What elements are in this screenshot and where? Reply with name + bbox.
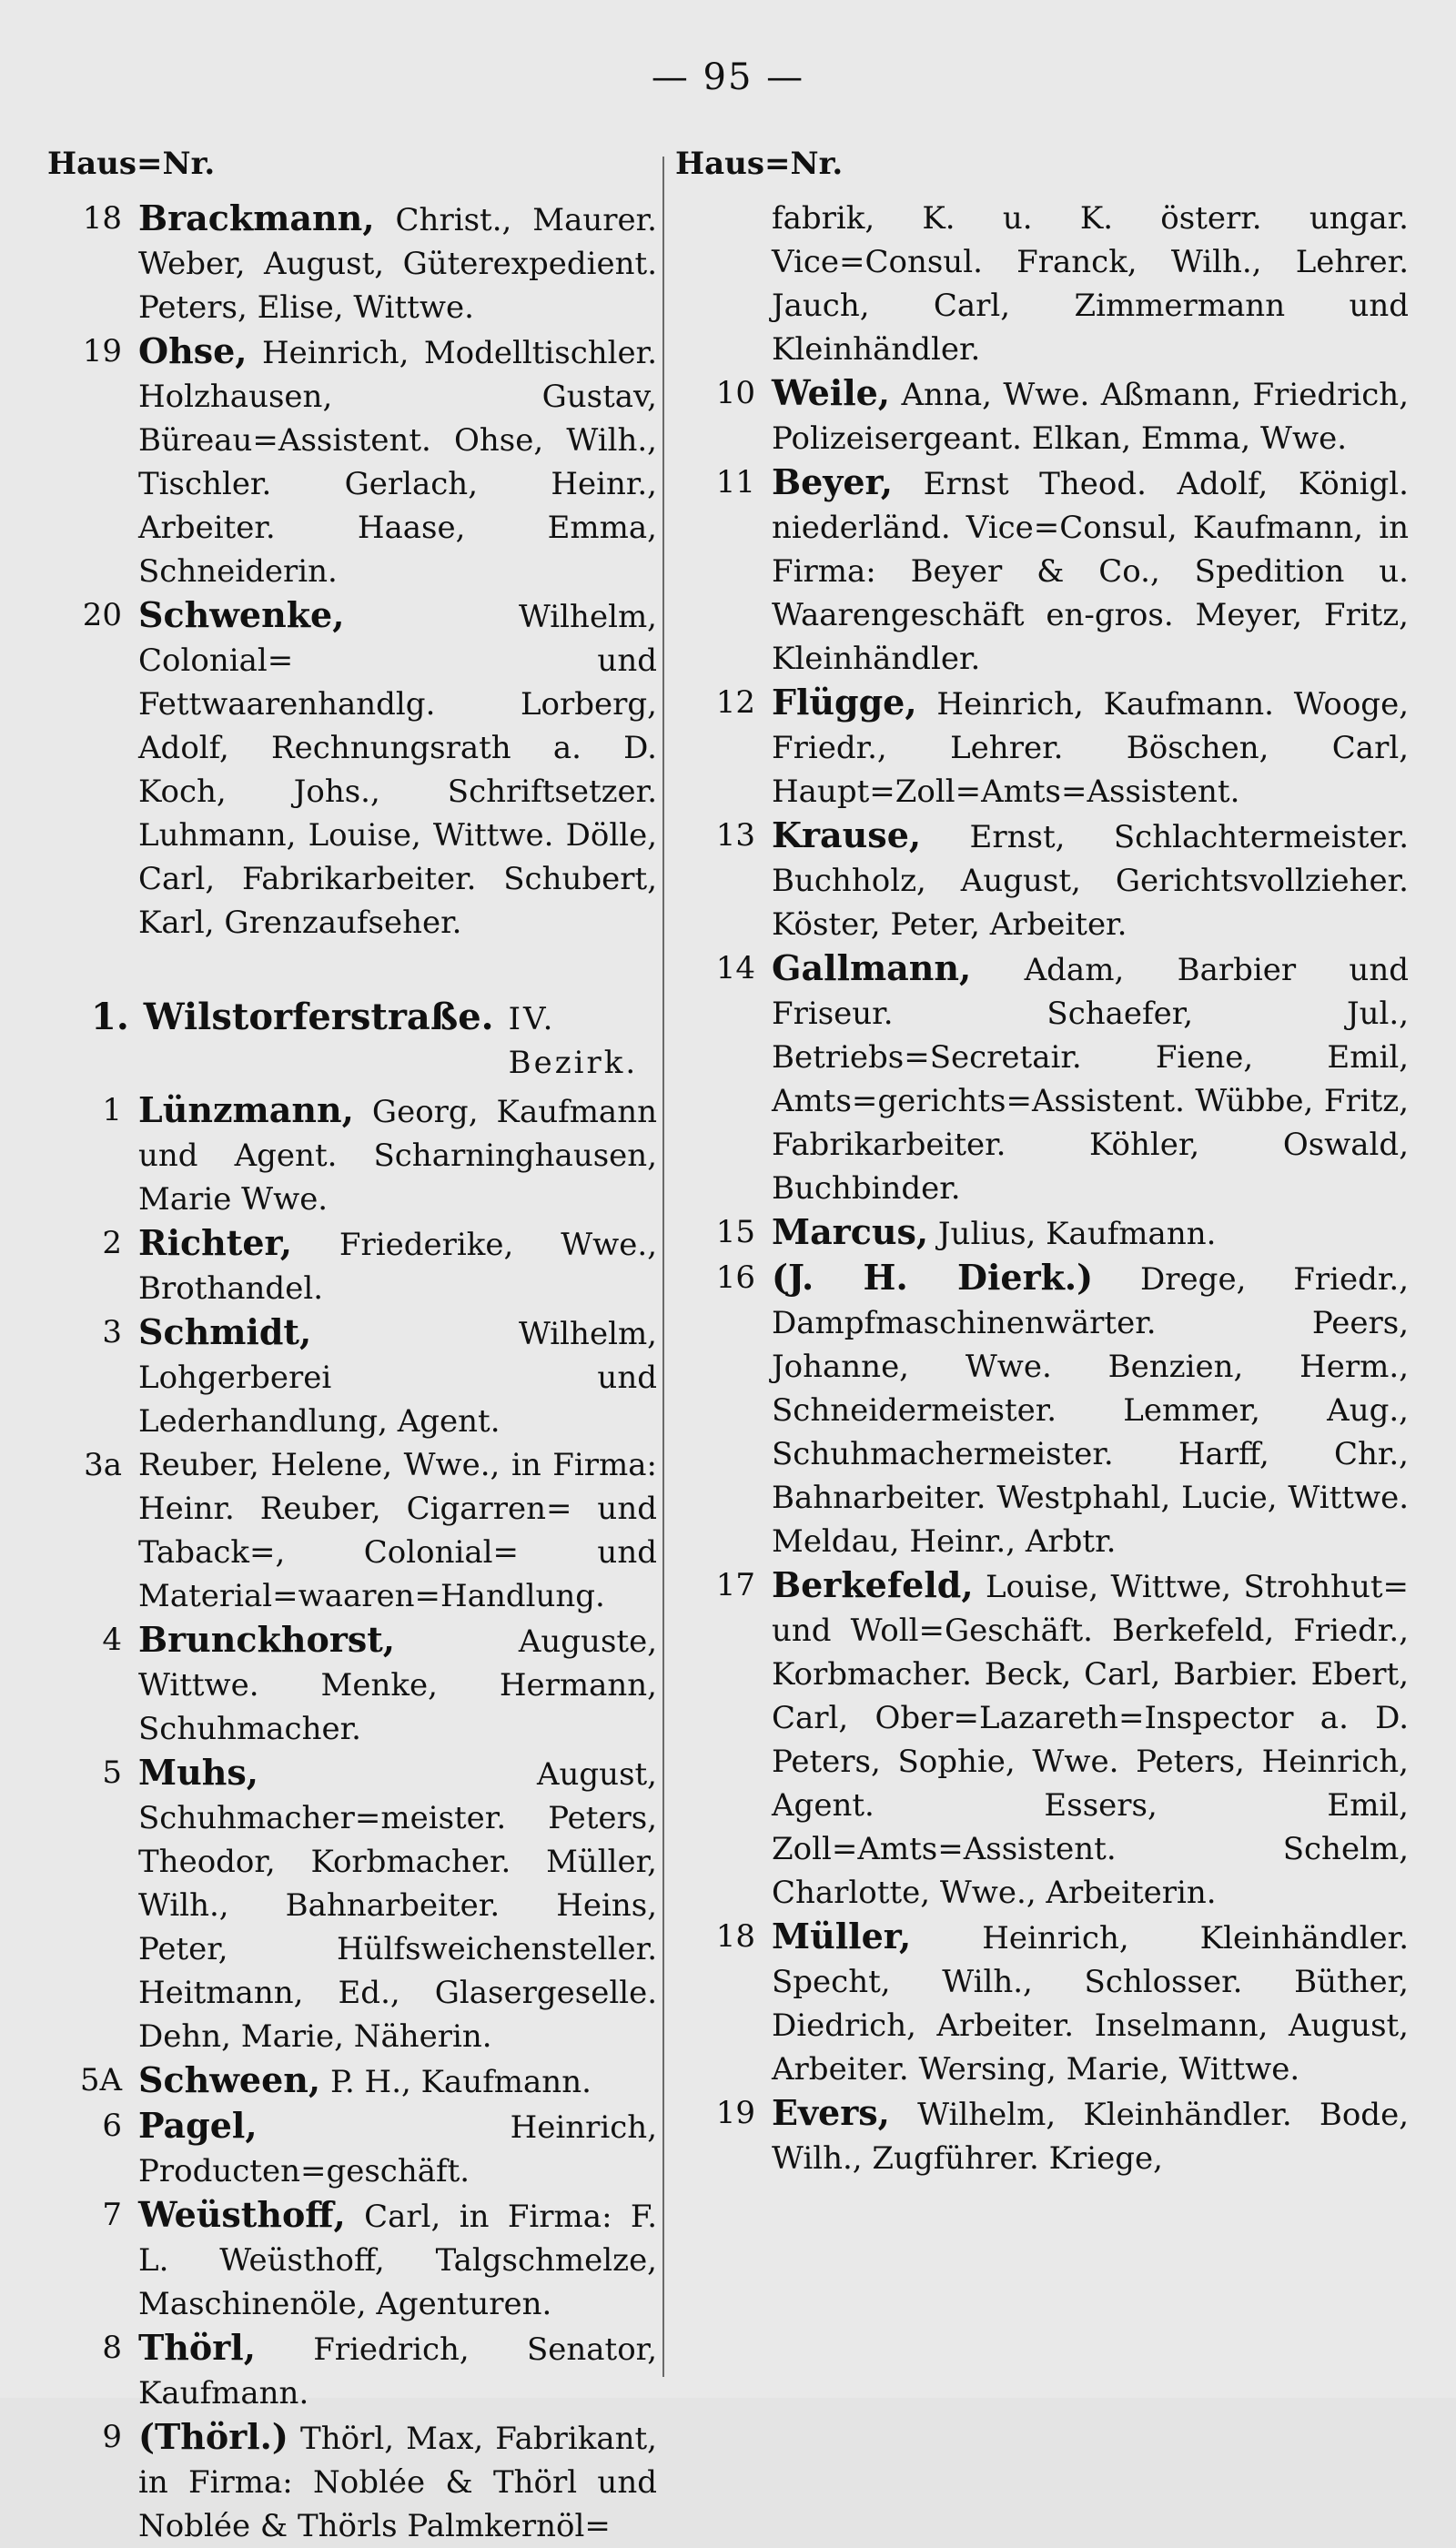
house-number: 12: [715, 684, 755, 721]
directory-entry: [47, 329, 657, 593]
directory-entry: [675, 2091, 1409, 2180]
house-number: 6: [102, 2108, 122, 2144]
resident-name: Müller,: [772, 1916, 912, 1956]
resident-name: Thörl,: [138, 2327, 256, 2368]
entry-text: [772, 946, 1409, 1210]
entry-details: Heinrich, Producten=geschäft.: [138, 2109, 657, 2189]
resident-name: Weüsthoff,: [138, 2194, 346, 2235]
entry-text: [772, 371, 1409, 460]
resident-name: Flügge,: [772, 682, 917, 723]
entry-details: P. H., Kaufmann.: [329, 2064, 592, 2100]
entry-details: Ernst, Schlachtermeister. Buchholz, August, Gerichtsvollzieher. Köster, Peter, Arbeiter.: [772, 819, 1410, 943]
street-name: Wilstorferstraße.: [143, 996, 494, 1038]
directory-entry: [675, 197, 1409, 371]
directory-entry: [675, 814, 1409, 946]
street-heading: [47, 996, 657, 1085]
resident-name: Brackmann,: [138, 197, 375, 238]
directory-entry: [47, 593, 657, 945]
house-number: 1: [102, 1092, 122, 1128]
entry-details: Auguste, Wittwe. Menke, Hermann, Schuhmacher.: [138, 1623, 657, 1747]
entry-details: Wilhelm, Colonial= und Fettwaarenhandlg. Lorberg, Adolf, Rechnungsrath a. D. Koch, Johs., Schriftsetzer. Luhmann, Louise, Wittwe. Dölle, Carl, Fabrikarbeiter. Schubert, Karl, Grenzaufseher.: [138, 599, 657, 941]
right-column: [675, 197, 1409, 2180]
left-column: [47, 197, 657, 2548]
page-number: — 95 —: [651, 56, 805, 98]
directory-entry: [675, 1210, 1409, 1256]
house-number: 9: [102, 2419, 122, 2455]
entry-text: [772, 681, 1409, 814]
column-divider: [662, 157, 664, 2377]
directory-entry: [675, 371, 1409, 460]
house-number: 5A: [79, 2062, 122, 2098]
house-number: 3: [102, 1314, 122, 1350]
house-number: 19: [82, 333, 122, 369]
entry-details: Ernst Theod. Adolf, Königl. niederländ. Vice=Consul, Kaufmann, in Firma: Beyer & Co., Spedition u. Waarengeschäft en-gros. Meyer, Fritz, Kleinhändler.: [772, 466, 1409, 677]
left-column-header: Haus=Nr.: [47, 146, 216, 182]
house-number: 18: [715, 1918, 755, 1955]
resident-name: Schwenke,: [138, 594, 345, 635]
entry-text: [138, 2104, 657, 2193]
house-number: 2: [102, 1225, 122, 1261]
directory-entry: [675, 1915, 1409, 2091]
resident-name: Richter,: [138, 1222, 292, 1263]
resident-name: Schmidt,: [138, 1311, 312, 1352]
resident-name: Pagel,: [138, 2105, 258, 2146]
entry-text: [138, 1618, 657, 1751]
directory-entry: [47, 2326, 657, 2415]
entry-details: Reuber, Helene, Wwe., in Firma: Heinr. Reuber, Cigarren= und Taback=, Colonial= und Material=waaren=Handlung.: [138, 1447, 657, 1614]
directory-entry: [675, 1256, 1409, 1563]
entry-details: fabrik, K. u. K. österr. ungar. Vice=Consul. Franck, Wilh., Lehrer. Jauch, Carl, Zimmermann und Kleinhändler.: [772, 200, 1409, 368]
house-number: 8: [102, 2330, 122, 2366]
entry-text: [772, 1210, 1409, 1256]
resident-name: Weile,: [772, 372, 891, 413]
entry-text: [138, 2058, 657, 2104]
directory-entry: [47, 1443, 657, 1618]
resident-name: Schween,: [138, 2059, 321, 2100]
entry-details: Wilhelm, Lohgerberei und Lederhandlung, Agent.: [138, 1316, 657, 1440]
house-number: 7: [102, 2197, 122, 2233]
entry-text: [772, 1256, 1409, 1563]
resident-name: Evers,: [772, 2092, 890, 2133]
entry-text: [772, 197, 1409, 371]
right-column-header: Haus=Nr.: [675, 146, 844, 182]
directory-entry: [47, 2104, 657, 2193]
resident-name: Brunckhorst,: [138, 1619, 396, 1660]
entry-text: [772, 460, 1409, 681]
entry-text: [138, 1751, 657, 2058]
house-number: 4: [102, 1622, 122, 1658]
directory-entry: [47, 1088, 657, 1221]
house-number: 18: [82, 200, 122, 237]
directory-entry: [47, 1618, 657, 1751]
house-number: 11: [715, 464, 755, 500]
directory-entry: [47, 2193, 657, 2326]
resident-name: Gallmann,: [772, 947, 972, 988]
entry-text: [138, 2193, 657, 2326]
entry-details: Wilhelm, Kleinhändler. Bode, Wilh., Zugführer. Kriege,: [772, 2097, 1410, 2177]
resident-name: Marcus,: [772, 1211, 929, 1252]
entry-details: Georg, Kaufmann und Agent. Scharninghausen, Marie Wwe.: [138, 1094, 657, 1218]
entry-details: Heinrich, Kleinhändler. Specht, Wilh., Schlosser. Büther, Diedrich, Arbeiter. Inselmann, August, Arbeiter. Wersing, Marie, Wittwe.: [772, 1920, 1409, 2088]
entry-details: Adam, Barbier und Friseur. Schaefer, Jul., Betriebs=Secretair. Fiene, Emil, Amts=gerichts=Assistent. Wübbe, Fritz, Fabrikarbeiter. Köhler, Oswald, Buchbinder.: [772, 952, 1409, 1207]
resident-name: Ohse,: [138, 330, 248, 371]
resident-name: Berkefeld,: [772, 1564, 974, 1605]
directory-entry: [47, 1221, 657, 1310]
entry-details: Anna, Wwe. Aßmann, Friedrich, Polizeisergeant. Elkan, Emma, Wwe.: [772, 377, 1410, 457]
entry-details: Friederike, Wwe., Brothandel.: [138, 1227, 657, 1307]
house-number: 14: [715, 950, 755, 986]
resident-name: Beyer,: [772, 461, 894, 502]
resident-name: Lünzmann,: [138, 1089, 354, 1130]
entry-details: Drege, Friedr., Dampfmaschinenwärter. Peers, Johanne, Wwe. Benzien, Herm., Schneidermeister. Lemmer, Aug., Schuhmachermeister. Harff, Chr., Bahnarbeiter. Westphahl, Lucie, Wittwe. Meldau, Heinr., Arbtr.: [772, 1261, 1410, 1560]
house-number: 16: [715, 1259, 755, 1296]
entry-text: [138, 1088, 657, 1221]
entry-text: [138, 1443, 657, 1618]
resident-name: Krause,: [772, 814, 922, 855]
street-number: 1.: [91, 996, 129, 1038]
entry-details: Julius, Kaufmann.: [937, 1216, 1217, 1252]
house-number: 19: [715, 2095, 755, 2131]
entry-text: [138, 593, 657, 945]
resident-name: (J. H. Dierk.): [772, 1257, 1094, 1298]
house-number: 10: [715, 375, 755, 411]
house-number: 17: [715, 1567, 755, 1603]
entry-details: Thörl, Max, Fabrikant, in Firma: Noblée & Thörl und Noblée & Thörls Palmkernöl=: [138, 2421, 657, 2544]
directory-entry: [47, 1751, 657, 2058]
entry-text: [772, 1563, 1409, 1915]
directory-entry: [675, 946, 1409, 1210]
entry-text: [138, 329, 657, 593]
entry-details: Heinrich, Modelltischler. Holzhausen, Gustav, Büreau=Assistent. Ohse, Wilh., Tischler. Gerlach, Heinr., Arbeiter. Haase, Emma, Schneiderin.: [138, 335, 658, 590]
entry-details: Carl, in Firma: F. L. Weüsthoff, Talgschmelze, Maschinenöle, Agenturen.: [138, 2199, 657, 2322]
house-number: 3a: [84, 1447, 122, 1483]
entry-text: [772, 814, 1409, 946]
house-number: 13: [715, 817, 755, 854]
directory-entry: [47, 197, 657, 329]
directory-entry: [675, 460, 1409, 681]
directory-entry: [47, 1310, 657, 1443]
entry-text: [138, 1310, 657, 1443]
entry-details: Friedrich, Senator, Kaufmann.: [138, 2331, 658, 2412]
entry-text: [138, 2415, 657, 2548]
house-number: 15: [715, 1214, 755, 1250]
house-number: 5: [102, 1754, 122, 1791]
directory-entry: [675, 681, 1409, 814]
house-number: 20: [82, 597, 122, 633]
entry-text: [772, 2091, 1409, 2180]
street-district: IV. Bezirk.: [508, 1001, 639, 1081]
resident-name: Muhs,: [138, 1752, 258, 1793]
entry-details: Louise, Wittwe, Strohhut= und Woll=Geschäft. Berkefeld, Friedr., Korbmacher. Beck, Carl, Barbier. Ebert, Carl, Ober=Lazareth=Inspector a. D. Peters, Sophie, Wwe. Peters, Heinrich, Agent. Essers, Emil, Zoll=Amts=Assistent. Schelm, Charlotte, Wwe., Arbeiterin.: [772, 1569, 1409, 1911]
entry-text: [138, 2326, 657, 2415]
directory-entry: [47, 2058, 657, 2104]
resident-name: (Thörl.): [138, 2416, 288, 2457]
entry-text: [138, 197, 657, 329]
directory-entry: [47, 2415, 657, 2548]
entry-text: [772, 1915, 1409, 2091]
entry-details: Heinrich, Kaufmann. Wooge, Friedr., Lehrer. Böschen, Carl, Haupt=Zoll=Amts=Assistent.: [772, 686, 1410, 810]
entry-text: [138, 1221, 657, 1310]
directory-entry: [675, 1563, 1409, 1915]
entry-details: Christ., Maurer. Weber, August, Güterexpedient. Peters, Elise, Wittwe.: [138, 202, 657, 326]
entry-details: August, Schuhmacher=meister. Peters, Theodor, Korbmacher. Müller, Wilh., Bahnarbeiter. Heins, Peter, Hülfsweichensteller. Heitmann, Ed., Glasergeselle. Dehn, Marie, Näherin.: [138, 1756, 657, 2055]
